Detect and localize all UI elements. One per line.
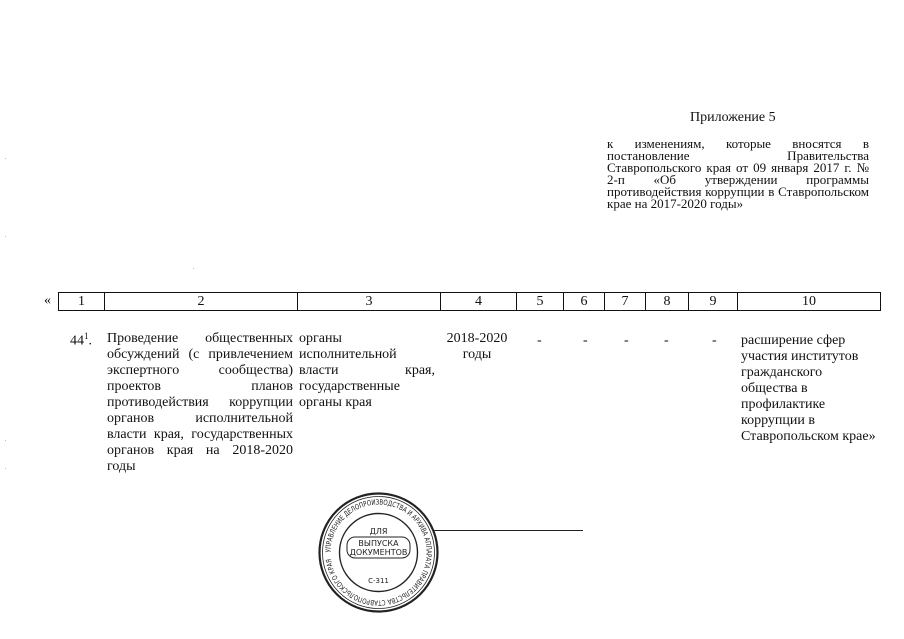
opening-quote: « — [44, 293, 51, 308]
header-col-1: 1 — [59, 293, 105, 311]
stamp-line-2: ВЫПУСКА — [358, 539, 399, 548]
cell-col-5: - — [537, 333, 542, 348]
row-number-superscript: 1 — [84, 331, 89, 341]
cell-col-9: - — [712, 333, 717, 348]
signature-line — [433, 530, 583, 531]
header-col-6: 6 — [564, 293, 605, 311]
header-col-3: 3 — [298, 293, 441, 311]
header-col-10: 10 — [738, 293, 881, 311]
header-col-4: 4 — [441, 293, 517, 311]
cell-col-6: - — [583, 333, 588, 348]
stamp-ring-text: УПРАВЛЕНИЕ ДЕЛОПРОИЗВОДСТВА И АРХИВА АППАРАТА ПРАВИТЕЛЬСТВА СТАВРОПОЛЬСКОГО КРАЯ — [323, 497, 434, 608]
header-col-2: 2 — [105, 293, 298, 311]
appendix-note: к изменениям, которые вносятся в постановление Правительства Ставропольского края от 09 января 2017 г. № 2-п «Об утверждении программы противодействия коррупции в Ставропольском крае на 2017-2020 годы» — [607, 136, 869, 211]
row-number-suffix: . — [88, 333, 92, 349]
stamp-line-1: ДЛЯ — [369, 527, 388, 536]
row-period-years: 2018-2020 — [446, 331, 508, 346]
row-executor: органы исполнительной власти края, государственные органы края — [299, 331, 435, 410]
header-col-7: 7 — [605, 293, 646, 311]
header-col-8: 8 — [646, 293, 689, 311]
stamp-line-3: ДОКУМЕНТОВ — [349, 548, 408, 557]
official-stamp — [316, 490, 441, 615]
row-number — [70, 331, 92, 350]
row-number-value: 44 — [70, 333, 84, 349]
row-period — [440, 331, 514, 363]
row-description: Проведение общественных обсуждений (с привлечением экспертного сообщества) проектов планов противодействия коррупции органов исполнительной власти края, государственных органов края на 2018-2020 годы — [107, 331, 293, 474]
appendix-title: Приложение 5 — [690, 110, 776, 125]
stamp-code: С-311 — [368, 577, 389, 585]
cell-col-8: - — [664, 333, 669, 348]
cell-col-7: - — [624, 333, 629, 348]
row-period-label: годы — [462, 347, 492, 362]
row-result: расширение сфер участия институтов гражданского общества в профилактике коррупции в Ставропольском крае» — [741, 333, 876, 444]
header-col-9: 9 — [689, 293, 738, 311]
header-col-5: 5 — [517, 293, 564, 311]
column-number-header — [58, 292, 881, 311]
